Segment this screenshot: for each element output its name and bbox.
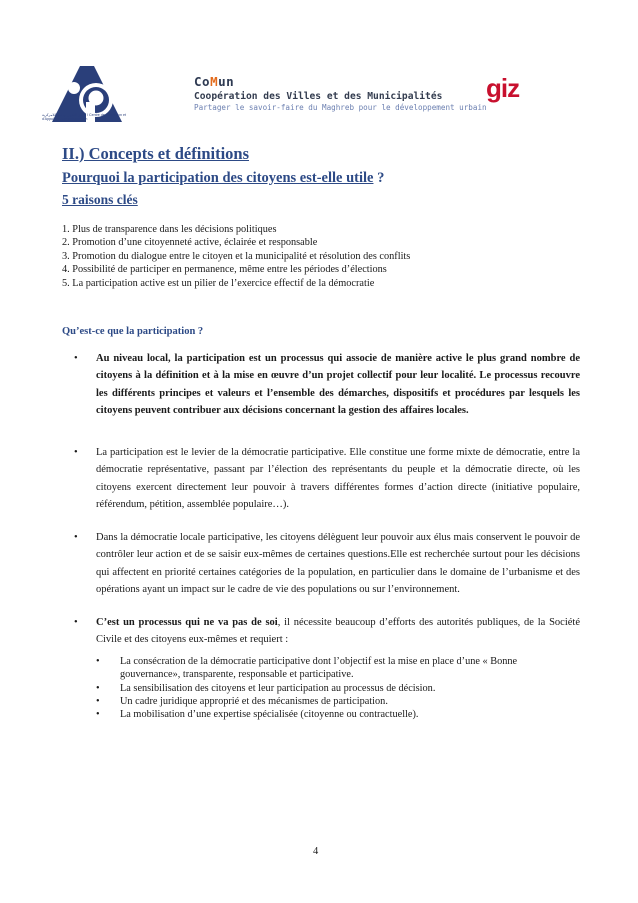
list-item: • La consécration de la démocratie participative dont l’objectif est la mise en place d’une « Bonne gouvernance», transparente, responsable et participative.	[96, 655, 518, 681]
list-item: 1. Plus de transparence dans les décisions politiques	[62, 224, 277, 235]
list-item: • Un cadre juridique approprié et des mécanismes de participation.	[96, 696, 388, 708]
list-item: • C’est un processus qui ne va pas de soi, il nécessite beaucoup d’efforts des autorités publiques, de la Société Civile et des citoyens eux-mêmes et requiert : • La consécration de la démocratie participative dont l’objectif est la mise en place d’une « Bonne gouvernance», transparente, responsable et participative. • La sensibilisation des citoyens et leur participation au processus de décision. • Un cadre juridique approprié et des mécanismes de participation. • La mobilisation d’une expertise spécialisée (citoyenne ou contractuelle).	[62, 614, 580, 722]
bullet-marker: •	[74, 617, 78, 628]
section-title: II.) Concepts et définitions	[62, 144, 250, 163]
requirements-list	[96, 655, 580, 722]
cfad-logo-caption: مركز التكوين ودعم اللامركزية / Centre de Formation et d'Appui à la Décentralisation	[42, 113, 126, 122]
list-item: 3. Promotion du dialogue entre le citoyen et la municipalité et résolution des conflits	[62, 250, 411, 262]
bullet-marker: •	[74, 532, 78, 543]
list-item: • Au niveau local, la participation est un processus qui associe de manière active le plus grand nombre de citoyens à la définition et à la mise en œuvre d’un projet collectif pour leur localité. Le processus recouvre les différents principes et valeurs et l’ensemble des démarches, dispositifs et procédures par lesquels les citoyens peuvent contribuer aux décisions concernant la gestion des affaires locales.	[62, 350, 580, 444]
comun-title: CoMun	[194, 74, 235, 89]
page-number: 4	[313, 846, 319, 857]
reasons-list	[62, 223, 582, 290]
bullet-marker: •	[74, 447, 78, 458]
giz-logo: giz	[486, 73, 520, 103]
what-is-participation-heading: Qu’est-ce que la participation ?	[62, 326, 204, 337]
comun-logo	[194, 74, 487, 112]
list-item: 5. La participation active est un pilier de l’exercice effectif de la démocratie	[62, 277, 375, 289]
definition-bullets	[62, 350, 580, 722]
comun-subtitle: Coopération des Villes et des Municipalités	[194, 91, 443, 102]
bullet-marker: •	[74, 353, 78, 364]
list-item: • La participation est le levier de la démocratie participative. Elle constitue une forme mixte de démocratie, entre la démocratie représentative, passant par l’élection des représentants du peuple et la démocratie directe, où les citoyens exercent directement leur pouvoir à travers différentes formes d’action directe (initiative populaire, référendum, pétition, assemblée populaire…).	[62, 444, 580, 529]
question-heading: Pourquoi la participation des citoyens est-elle utile ?	[62, 170, 385, 186]
list-item: 2. Promotion d’une citoyenneté active, éclairée et responsable	[62, 237, 318, 249]
list-item: • La mobilisation d’une expertise spécialisée (citoyenne ou contractuelle).	[96, 709, 419, 721]
list-item: 4. Possibilité de participer en permanence, même entre les périodes d’élections	[62, 264, 387, 276]
list-item: • Dans la démocratie locale participative, les citoyens délèguent leur pouvoir aux élus mais conservent le pouvoir de contrôler leur action et de se saisir eux-mêmes de certaines questions.Elle est recherchée surtout pour les décisions qui affectent en priorité certaines catégories de la population, en particulier dans le domaine de l’urbanisme et des opérations ayant un impact sur le cadre de vie des populations ou sur l’environnement.	[62, 529, 580, 614]
reasons-title: 5 raisons clés	[62, 192, 138, 207]
list-item: • La sensibilisation des citoyens et leur participation au processus de décision.	[96, 682, 436, 694]
comun-tagline: Partager le savoir-faire du Maghreb pour le développement urbain	[194, 103, 487, 112]
